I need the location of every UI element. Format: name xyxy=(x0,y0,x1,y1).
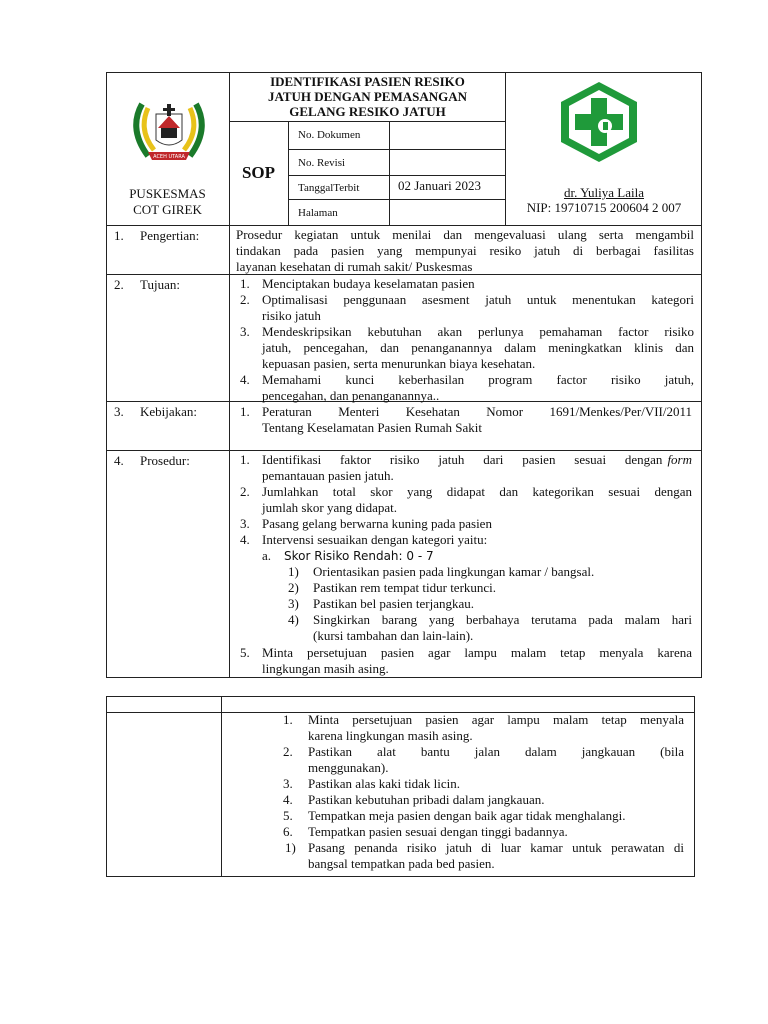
list-number: 5. xyxy=(240,645,250,660)
sub-list-item: Singkirkan barang yang berbahaya terutama pada malam hari xyxy=(313,612,692,627)
section-label-kebijakan: Kebijakan: xyxy=(140,404,198,419)
doc-number-label: No. Dokumen xyxy=(298,129,361,141)
list-item: Pasang penanda risiko jatuh di luar kamar untuk perawatan di xyxy=(308,840,684,855)
sub-list-item: (kursi tambahan dan lain-lain). xyxy=(313,628,474,643)
list-item: Tempatkan pasien sesuai dengan tinggi badannya. xyxy=(308,824,568,839)
pengertian-line: tindakan pada pasien yang mempunyai resiko jatuh di berbagai fasilitas xyxy=(236,243,694,258)
section-number: 3. xyxy=(114,404,124,419)
organization-name: PUSKESMAS xyxy=(129,186,206,201)
list-item: Menciptakan budaya keselamatan pasien xyxy=(262,276,475,291)
list-item: Pastikan alat bantu jalan dalam jangkauan (bila xyxy=(308,744,684,759)
list-item: Tempatkan meja pasien dengan baik agar tidak menghalangi. xyxy=(308,808,626,823)
list-item: Pasang gelang berwarna kuning pada pasien xyxy=(262,516,492,531)
list-number: 6. xyxy=(283,824,293,839)
list-item-text: Identifikasi faktor risiko jatuh dari pasien sesuai dengan xyxy=(262,452,663,467)
sub-list-number: 1) xyxy=(288,564,299,579)
health-ministry-logo xyxy=(557,80,641,164)
signatory-name: dr. Yuliya Laila xyxy=(563,185,645,200)
sub-list-number: 3) xyxy=(288,596,299,611)
puskesmas-emblem xyxy=(124,84,214,174)
list-number: 1. xyxy=(240,276,250,291)
list-item: Jumlahkan total skor yang didapat dan kategorikan sesuai dengan xyxy=(262,484,692,499)
document-title-line-2: JATUH DENGAN PEMASANGAN xyxy=(267,89,468,104)
page-label: Halaman xyxy=(298,207,338,219)
section-label-prosedur: Prosedur: xyxy=(140,453,190,468)
sub-list-number: 4) xyxy=(288,612,299,627)
list-item: pencegahan, dan penanganannya.. xyxy=(262,388,440,403)
issue-date-label: TanggalTerbit xyxy=(298,182,360,194)
list-item: Intervensi sesuaikan dengan kategori yaitu: xyxy=(262,532,488,547)
list-number: 5. xyxy=(283,808,293,823)
sub-list-number: 2) xyxy=(288,580,299,595)
sub-list-item: Skor Risiko Rendah: 0 - 7 xyxy=(284,549,434,563)
list-number: 3. xyxy=(240,324,250,339)
pengertian-line: Prosedur kegiatan untuk menilai dan mengevaluasi ulang serta mengambil xyxy=(236,227,694,242)
list-number: 4. xyxy=(240,372,250,387)
list-item: Peraturan Menteri Kesehatan Nomor 1691/Menkes/Per/VII/2011 xyxy=(262,404,692,419)
revision-number-label: No. Revisi xyxy=(298,157,346,169)
list-number: 3. xyxy=(283,776,293,791)
list-item: jumlah skor yang didapat. xyxy=(262,500,398,515)
document-title-line-3: GELANG RESIKO JATUH xyxy=(289,104,446,119)
list-item: bangsal tempatkan pada bed pasien. xyxy=(308,856,495,871)
sub-list-item: Pastikan bel pasien terjangkau. xyxy=(313,596,475,611)
sub-list-item: Pastikan rem tempat tidur terkunci. xyxy=(313,580,497,595)
pengertian-line: layanan kesehatan di rumah sakit/ Puskesmas xyxy=(236,259,473,274)
section-label-pengertian: Pengertian: xyxy=(140,228,200,243)
list-number: 2. xyxy=(240,292,250,307)
list-item: Minta persetujuan pasien agar lampu malam tetap menyala xyxy=(308,712,684,727)
sub-list-letter: a. xyxy=(262,548,272,563)
list-item: Minta persetujuan pasien agar lampu malam tetap menyala karena xyxy=(262,645,692,660)
list-item: Optimalisasi penggunaan asesment jatuh untuk menentukan kategori xyxy=(262,292,694,307)
section-label-tujuan: Tujuan: xyxy=(140,277,180,292)
list-item: risiko jatuh xyxy=(262,308,321,323)
list-number: 1. xyxy=(240,404,250,419)
list-number: 4. xyxy=(283,792,293,807)
organization-subname: COT GIREK xyxy=(133,202,202,217)
list-item: pemantauan pasien jatuh. xyxy=(262,468,394,483)
list-number: 1) xyxy=(285,840,296,855)
list-item: Tentang Keselamatan Pasien Rumah Sakit xyxy=(262,420,483,435)
list-item xyxy=(262,452,692,468)
list-item: Pastikan alas kaki tidak licin. xyxy=(308,776,460,791)
list-number: 3. xyxy=(240,516,250,531)
sop-label: SOP xyxy=(241,163,276,182)
section-number: 4. xyxy=(114,453,124,468)
list-number: 1. xyxy=(283,712,293,727)
list-item: lingkungan masih asing. xyxy=(262,661,389,676)
list-item: Mendeskripsikan kebutuhan akan perlunya pemahaman factor risiko xyxy=(262,324,694,339)
issue-date-value: 02 Januari 2023 xyxy=(398,178,482,193)
list-item: kepuasan pasien, serta menurunkan biaya kesehatan. xyxy=(262,356,536,371)
list-number: 2. xyxy=(240,484,250,499)
list-number: 2. xyxy=(283,744,293,759)
section-number: 2. xyxy=(114,277,124,292)
list-item: Pastikan kebutuhan pribadi dalam jangkauan. xyxy=(308,792,545,807)
list-number: 1. xyxy=(240,452,250,467)
section-number: 1. xyxy=(114,228,124,243)
list-item: jatuh, pencegahan, dan penanganannya dalam meningkatkan klinis dan xyxy=(262,340,694,355)
document-title-line-1: IDENTIFIKASI PASIEN RESIKO xyxy=(270,74,465,89)
list-item: menggunakan). xyxy=(308,760,389,775)
list-item: Memahami kunci keberhasilan program factor risiko jatuh, xyxy=(262,372,694,387)
signatory-nip: NIP: 19710715 200604 2 007 xyxy=(526,200,682,215)
emblem-caption: ACEH UTARA xyxy=(153,154,185,160)
italic-term: form xyxy=(667,452,692,467)
sub-list-item: Orientasikan pasien pada lingkungan kamar / bangsal. xyxy=(313,564,595,579)
list-number: 4. xyxy=(240,532,250,547)
list-item: karena lingkungan masih asing. xyxy=(308,728,473,743)
